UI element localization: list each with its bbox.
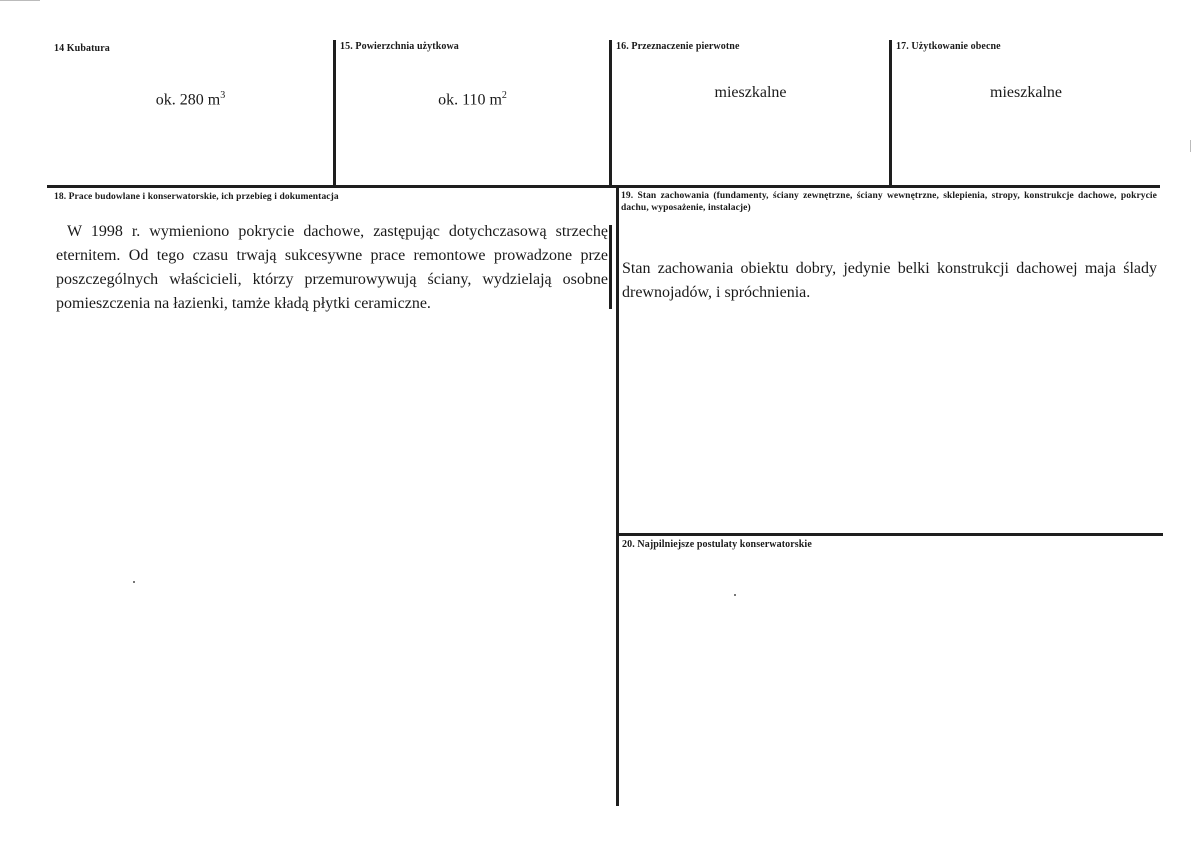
divider-v2 [609,40,612,187]
field-17-label: 17. Użytkowanie obecne [896,41,1001,52]
field-15-value-text: ok. 110 m [438,91,502,109]
divider-v4 [616,186,619,806]
field-15-value-sup: 2 [501,90,507,101]
divider-v3 [889,40,892,187]
field-14-value-sup: 3 [220,90,226,101]
divider-h1 [47,185,1160,188]
field-19-label: 19. Stan zachowania (fundamenty, ściany zewnętrzne, ściany wewnętrzne, sklepienia, stropy, konstrukcje dachowe, pokrycie dachu, wyposażenie, instalacje) [621,191,1157,213]
scan-speck [0,0,40,1]
scan-speck [1190,140,1191,152]
divider-v4-stub [609,225,612,309]
field-20-label: 20. Najpilniejsze postulaty konserwatorskie [622,539,812,550]
field-14-value [48,90,333,109]
field-18-text: W 1998 r. wymieniono pokrycie dachowe, zastępując dotychczasową strzechę eternitem. Od tego czasu trwają sukcesywne prace remontowe prowadzone prze poszczególnych właścicieli, którzy przemurowywują ściany, wydzielają osobne pomieszczenia na łazienki, tamże kładą płytki ceramiczne. [56,223,608,312]
field-19-text: Stan zachowania obiektu dobry, jedynie belki konstrukcji dachowej maja ślady drewnojadów, i spróchnienia. [622,260,1157,301]
field-16-label: 16. Przeznaczenie pierwotne [616,41,740,52]
field-17-value: mieszkalne [990,84,1062,101]
field-18-label: 18. Prace budowlane i konserwatorskie, ich przebieg i dokumentacja [54,192,339,202]
field-14-label: 14 Kubatura [54,43,110,54]
divider-h2 [617,533,1163,536]
scan-speck [734,594,736,596]
field-14-value-text: ok. 280 m [155,91,221,109]
field-15-label: 15. Powierzchnia użytkowa [340,41,459,52]
field-16-value: mieszkalne [714,84,787,101]
field-15-value [336,90,609,109]
divider-v1 [333,40,336,187]
scan-speck [133,581,135,583]
